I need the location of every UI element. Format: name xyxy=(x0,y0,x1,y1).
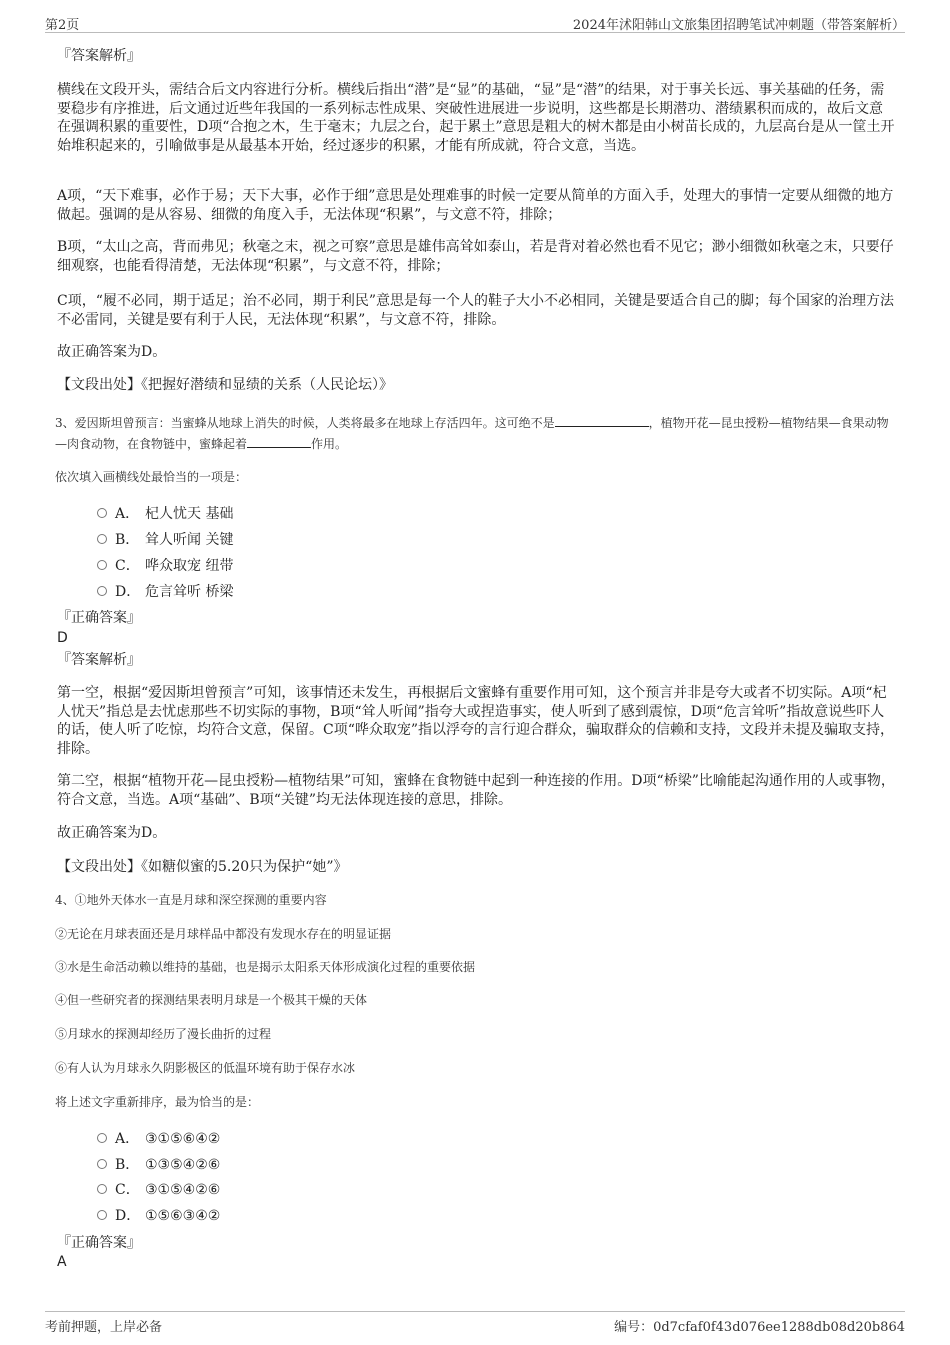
radio-button-icon[interactable] xyxy=(97,1210,107,1220)
q4-correct-answer: A xyxy=(57,1254,67,1270)
q3-stem: 3、爱因斯坦曾预言：当蜜蜂从地球上消失的时候，人类将最多在地球上存活四年。这可绝不是 ，植物开花—昆虫授粉—植物结果—食果动物—肉食动物，在食物链中，蜜蜂起着 作用。 xyxy=(55,416,889,451)
document-title: 2024年沭阳韩山文旅集团招聘笔试冲刺题（带答案解析） xyxy=(572,18,905,33)
radio-button-icon[interactable] xyxy=(97,560,107,570)
q3-option-d[interactable]: D． 危言耸听 桥梁 xyxy=(97,582,233,602)
radio-button-icon[interactable] xyxy=(97,508,107,518)
q3-option-a[interactable]: A． 杞人忧天 基础 xyxy=(97,504,233,524)
q2-conclusion: 故正确答案为D。 xyxy=(57,344,167,360)
q4-sentence-2: ②无论在月球表面还是月球样品中都没有发现水存在的明显证据 xyxy=(55,927,392,941)
q4-sentence-4: ④但一些研究者的探测结果表明月球是一个极其干燥的天体 xyxy=(55,993,368,1007)
q4-option-c[interactable]: C． ③①⑤④②⑥ xyxy=(97,1180,220,1200)
q3-blank-2 xyxy=(247,435,311,448)
q2-analysis-heading: 『答案解析』 xyxy=(57,48,141,64)
q3-source: 【文段出处】《如糖似蜜的5.20只为保护“她”》 xyxy=(57,859,348,875)
q2-analysis-paragraph-2: A项，“天下难事，必作于易；天下大事，必作于细”意思是处理难事的时候一定要从简单的方面入手，处理大的事情一定要从细微的地方做起。强调的是从容易、细微的角度入手，无法体现“积累”，与文意不符，排除； xyxy=(57,188,894,223)
radio-button-icon[interactable] xyxy=(97,1133,107,1143)
q3-prompt: 依次填入画横线处最恰当的一项是： xyxy=(55,470,248,484)
q4-option-a[interactable]: A． ③①⑤⑥④② xyxy=(97,1129,220,1149)
q4-option-d[interactable]: D． ①⑤⑥③④② xyxy=(97,1206,220,1226)
q3-correct-heading: 『正确答案』 xyxy=(57,610,141,626)
q3-option-b[interactable]: B． 耸人听闻 关键 xyxy=(97,530,233,550)
q4-prompt: 将上述文字重新排序，最为恰当的是： xyxy=(55,1095,260,1109)
footer-slogan: 考前押题，上岸必备 xyxy=(45,1320,163,1335)
q3-analysis-heading: 『答案解析』 xyxy=(57,652,141,668)
q4-option-b[interactable]: B． ①③⑤④②⑥ xyxy=(97,1155,220,1175)
radio-button-icon[interactable] xyxy=(97,534,107,544)
q2-analysis-paragraph-3: B项，“太山之高，背而弗见；秋毫之末，视之可察”意思是雄伟高耸如泰山，若是背对着必然也看不见它；渺小细微如秋毫之末，只要仔细观察，也能看得清楚，无法体现“积累”，与文意不符，排除； xyxy=(57,239,894,274)
radio-button-icon[interactable] xyxy=(97,586,107,596)
q3-conclusion: 故正确答案为D。 xyxy=(57,825,167,841)
q2-analysis-paragraph-1: 横线在文段开头，需结合后文内容进行分析。横线后指出“潜”是“显”的基础，“显”是“潜”的结果，对于事关长远、事关基础的任务，需要稳步有序推进，后文通过近些年我国的一系列标志性成果、突破性进展进一步说明，这些都是长期潜功、潜绩累积而成的，故后文意在强调积累的重要性，D项“合抱之木，生于毫末；九层之台，起于累土”意思是粗大的树木都是由小树苗长成的，九层高台是从一筐土开始堆积起来的，引喻做事是从最基本开始，经过逐步的积累，才能有所成就，符合文意，当选。 xyxy=(57,82,895,154)
q3-analysis-paragraph-2: 第二空，根据“植物开花—昆虫授粉—植物结果”可知，蜜蜂在食物链中起到一种连接的作用。D项“桥梁”比喻能起沟通作用的人或事物，符合文意，当选。A项“基础”、B项“关键”均无法体现连接的意思，排除。 xyxy=(57,773,895,808)
page-footer xyxy=(45,1311,905,1336)
page-header xyxy=(45,12,905,33)
q3-blank-1 xyxy=(555,414,649,427)
q2-analysis-paragraph-4: C项，“履不必同，期于适足；治不必同，期于利民”意思是每一个人的鞋子大小不必相同，关键是要适合自己的脚；每个国家的治理方法不必雷同，关键是要有利于人民，无法体现“积累”，与文意不符，排除。 xyxy=(57,293,895,328)
q4-correct-heading: 『正确答案』 xyxy=(57,1235,141,1251)
q4-sentence-3: ③水是生命活动赖以维持的基础，也是揭示太阳系天体形成演化过程的重要依据 xyxy=(55,960,476,974)
q3-analysis-paragraph-1: 第一空，根据“爱因斯坦曾预言”可知，该事情还未发生，再根据后文蜜蜂有重要作用可知，这个预言并非是夸大或者不切实际。A项“杞人忧天”指总是去忧虑那些不切实际的事物，B项“耸人听闻”指夸大或捏造事实，使人听到了感到震惊，D项“危言耸听”指故意说些吓人的话，使人听了吃惊，均符合文意，保留。C项“哗众取宠”指以浮夸的言行迎合群众，骗取群众的信赖和支持，文段并未提及骗取支持，排除。 xyxy=(57,685,895,757)
document-code: 编号：0d7cfaf0f43d076ee1288db08d20b864 xyxy=(614,1320,905,1335)
q3-option-c[interactable]: C． 哗众取宠 纽带 xyxy=(97,556,233,576)
q3-correct-answer: D xyxy=(57,630,68,646)
q2-source: 【文段出处】《把握好潜绩和显绩的关系（人民论坛）》 xyxy=(57,377,393,393)
radio-button-icon[interactable] xyxy=(97,1159,107,1169)
page-number: 第2页 xyxy=(45,18,80,33)
q4-sentence-5: ⑤月球水的探测却经历了漫长曲折的过程 xyxy=(55,1027,272,1041)
q4-sentence-6: ⑥有人认为月球永久阴影极区的低温环境有助于保存水冰 xyxy=(55,1061,356,1075)
radio-button-icon[interactable] xyxy=(97,1184,107,1194)
q4-sentence-1: 4、①地外天体水一直是月球和深空探测的重要内容 xyxy=(55,893,327,907)
